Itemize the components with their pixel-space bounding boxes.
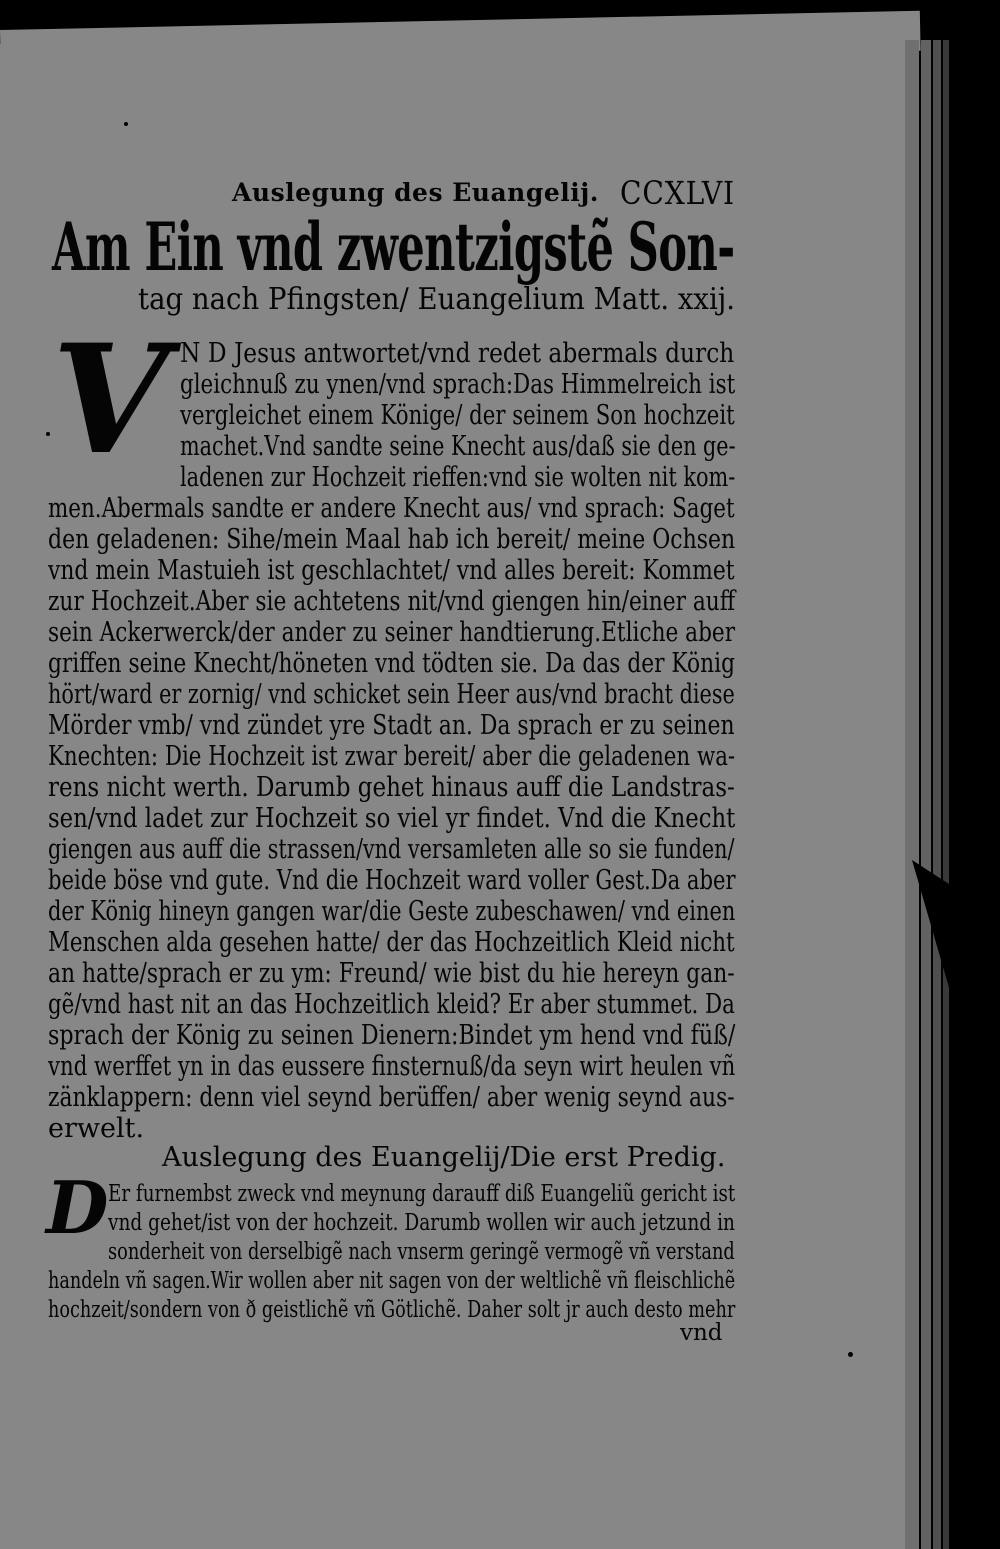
gospel-line: Menschen alda gesehen hatte/ der das Hochzeitlich Kleid nicht: [48, 927, 735, 958]
page-stack-edge: [905, 40, 919, 1549]
sermon-line: Er furnembst zweck vnd meynung darauff diß Euangeliũ gericht ist: [108, 1181, 736, 1207]
ink-speck: [46, 432, 50, 436]
gospel-line: machet.Vnd sandte seine Knecht aus/daß sie den ge-: [180, 431, 736, 462]
gospel-line: den geladenen: Sihe/mein Maal hab ich bereit/ meine Ochsen: [48, 524, 736, 555]
gospel-line: an hatte/sprach er zu ym: Freund/ wie bist du hie hereyn gan-: [48, 958, 735, 989]
gospel-line: zur Hochzeit.Aber sie achtetens nit/vnd giengen hin/einer auff: [48, 586, 736, 617]
gospel-line: sprach der König zu seinen Dienern:Bindet ym hend vnd füß/: [48, 1020, 736, 1051]
running-head: Auslegung des Euangelij.: [232, 178, 599, 207]
catchword: vnd: [680, 1320, 723, 1346]
page-stack-edge: [933, 40, 941, 1549]
page-stack-edge: [921, 40, 931, 1549]
gospel-line: ladenen zur Hochzeit rieffen:vnd sie wolten nit kom-: [180, 462, 736, 493]
gospel-line: vnd mein Mastuieh ist geschlachtet/ vnd alles bereit: Kommet: [48, 555, 735, 586]
title-line-1: Am Ein vnd zwentzigstẽ Son-: [52, 208, 735, 286]
gospel-line: giengen aus auff die strassen/vnd versamleten alle so sie funden/: [48, 834, 735, 865]
sermon-line: handeln vñ sagen.Wir wollen aber nit sagen von der weltlichẽ vñ fleischlichẽ: [48, 1268, 736, 1294]
gospel-line: gleichnuß zu ynen/vnd sprach:Das Himmelreich ist: [180, 369, 736, 400]
sermon-line: vnd gehet/ist von der hochzeit. Darumb wollen wir auch jetzund in: [108, 1210, 735, 1236]
gospel-line: beide böse vnd gute. Vnd die Hochzeit ward voller Gest.Da aber: [48, 865, 736, 896]
gospel-line: N D Jesus antwortet/vnd redet abermals durch: [180, 338, 735, 369]
gospel-line: gẽ/vnd hast nit an das Hochzeitlich kleid? Er aber stummet. Da: [48, 989, 735, 1020]
ink-speck: [848, 1352, 853, 1357]
ornamental-initial-v: V: [52, 312, 169, 488]
title-line-2: tag nach Pfingsten/ Euangelium Matt. xxij.: [138, 282, 736, 317]
gospel-line: sein Ackerwerck/der ander zu seiner handtierung.Etliche aber: [48, 617, 736, 648]
gospel-line: griffen seine Knecht/höneten vnd tödten sie. Da das der König: [48, 648, 736, 679]
gospel-line: zänklappern: denn viel seynd berüffen/ aber wenig seynd aus-: [48, 1082, 735, 1113]
gospel-line: Knechten: Die Hochzeit ist zwar bereit/ aber die geladenen wa-: [48, 741, 736, 772]
gospel-line: vnd werffet yn in das eussere finsternuß/da seyn wirt heulen vñ: [48, 1051, 736, 1082]
ink-speck: [124, 122, 128, 126]
sermon-line: hochzeit/sondern von ð geistlichẽ vñ Götlichẽ. Daher solt jr auch desto mehr: [48, 1297, 736, 1323]
gospel-line: Mörder vmb/ vnd zündet yre Stadt an. Da sprach er zu seinen: [48, 710, 735, 741]
ornamental-initial-d: D: [46, 1165, 109, 1250]
gospel-line: rens nicht werth. Darumb gehet hinaus auff die Landstras-: [48, 772, 735, 803]
gospel-line: sen/vnd ladet zur Hochzeit so viel yr findet. Vnd die Knecht: [48, 803, 736, 834]
folio-number: CCXLVI: [620, 174, 735, 212]
gospel-line: vergleichet einem Könige/ der seinem Son hochzeit: [180, 400, 735, 431]
gospel-line: hört/ward er zornig/ vnd schicket sein Heer aus/vnd bracht diese: [48, 679, 735, 710]
sermon-heading: Auslegung des Euangelij/Die erst Predig.: [162, 1142, 726, 1173]
gospel-line: men.Abermals sandte er andere Knecht aus/ vnd sprach: Saget: [48, 493, 735, 524]
sermon-line: sonderheit von derselbigẽ nach vnserm geringẽ vermogẽ vñ verstand: [108, 1239, 735, 1265]
page-stack-edge: [943, 40, 949, 1549]
gospel-line: erwelt.: [48, 1113, 145, 1144]
gospel-line: der König hineyn gangen war/die Geste zubeschawen/ vnd einen: [48, 896, 736, 927]
